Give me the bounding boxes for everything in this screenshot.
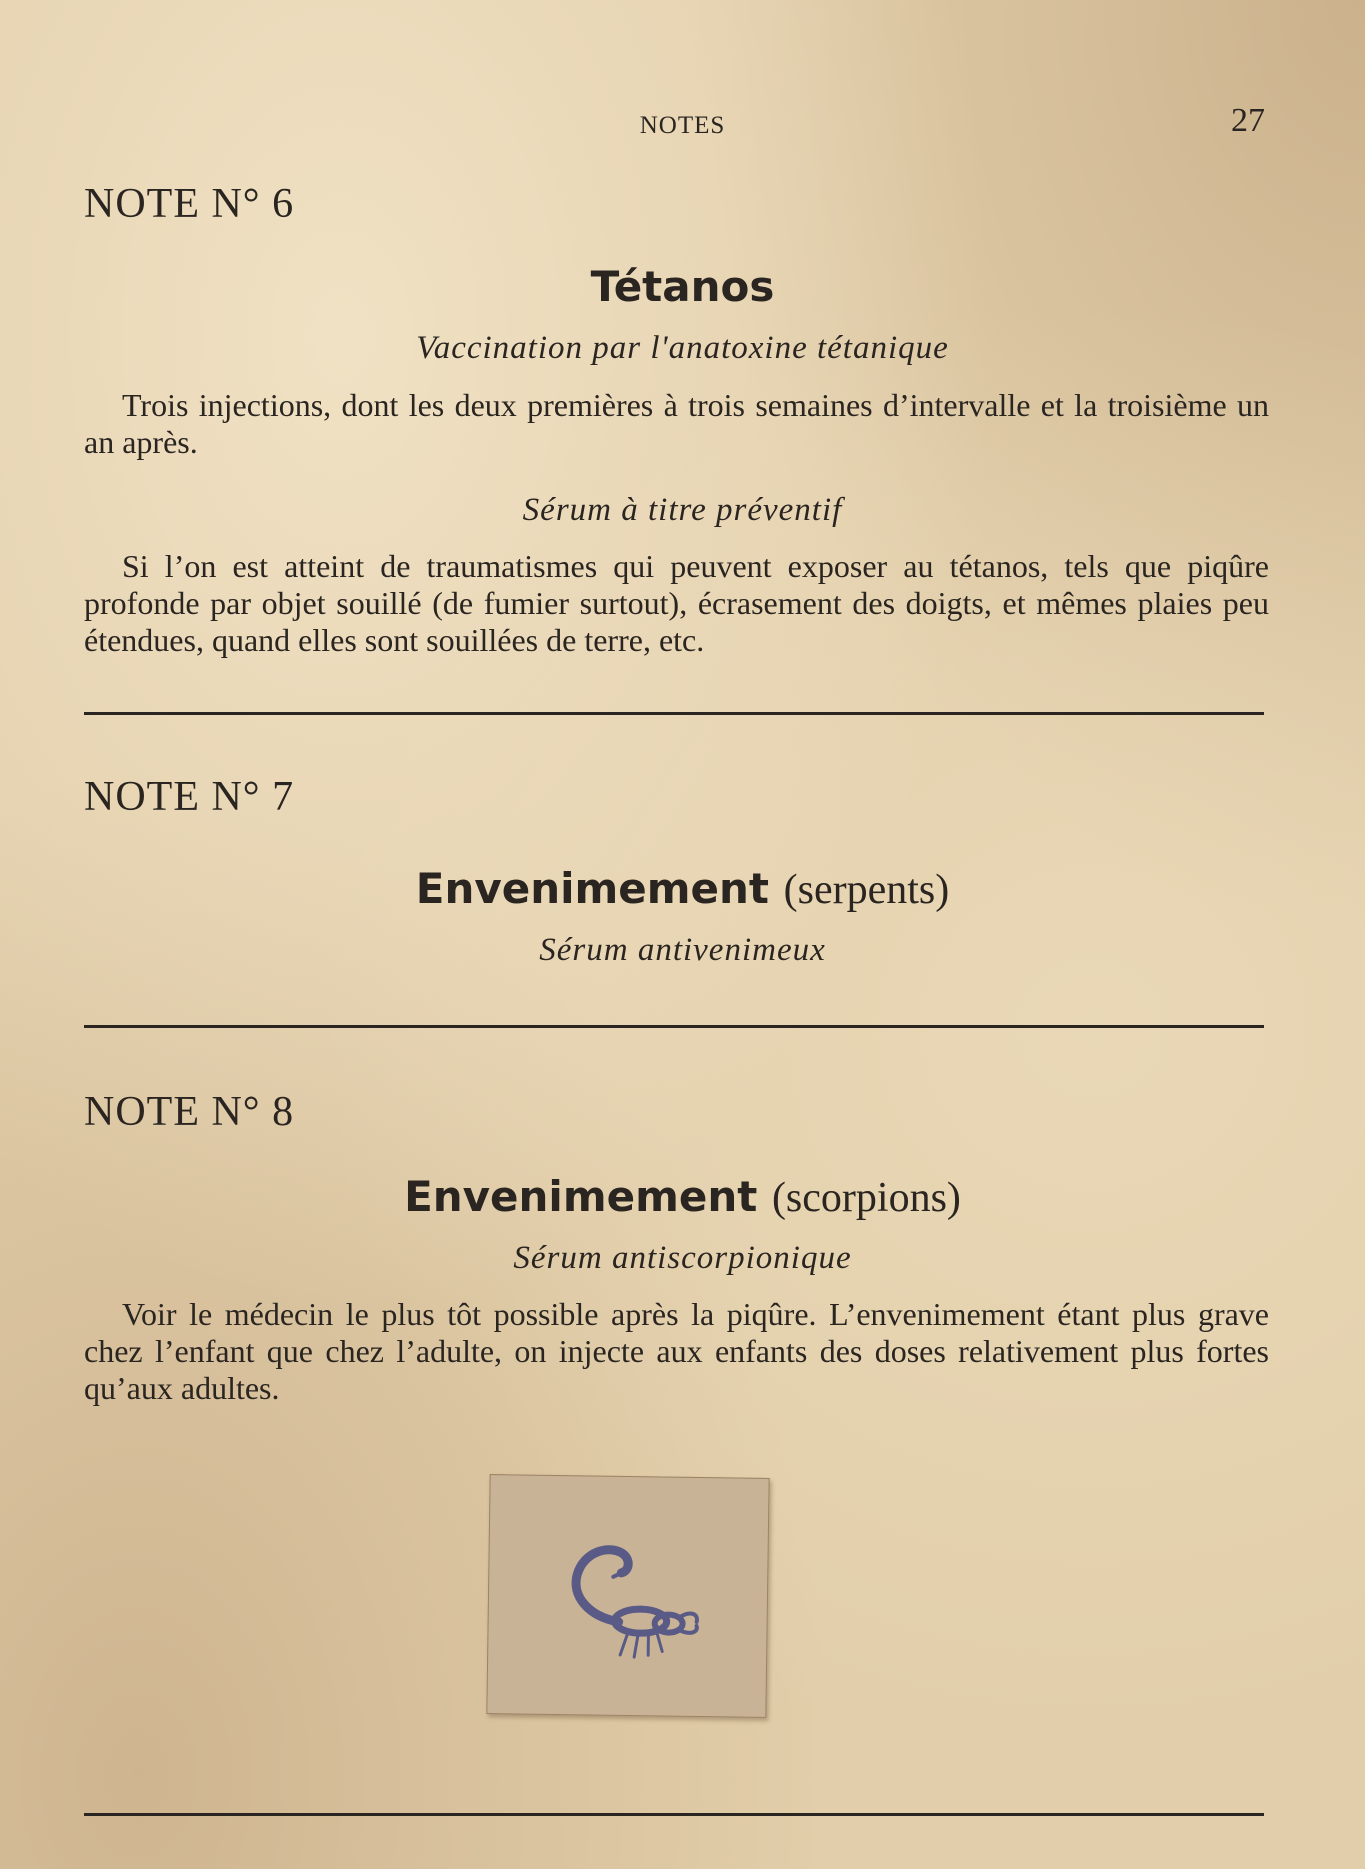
scorpion-icon <box>548 1516 710 1668</box>
divider <box>84 712 1264 715</box>
divider <box>84 1025 1264 1028</box>
scorpion-picture <box>486 1474 769 1718</box>
note-7-title <box>0 864 1365 914</box>
note-6-subtitle-vaccination: Vaccination par l'anatoxine tétanique <box>416 330 949 366</box>
page-number: 27 <box>1231 102 1265 139</box>
note-7-heading: NOTE N° 7 <box>84 774 295 820</box>
note-6-title: Tétanos <box>590 262 775 311</box>
note-6-paragraph-serum: Si l’on est atteint de traumatismes qui peuvent exposer au tétanos, tels que piqûre profonde par objet souillé (de fumier surtout), écrasement des doigts, et mêmes plaies peu étendues, quand elles sont souillées de terre, etc. <box>84 548 1269 658</box>
note-8-heading: NOTE N° 8 <box>84 1089 295 1135</box>
note-8-title <box>0 1172 1365 1222</box>
running-header: NOTES <box>639 112 726 139</box>
note-8-title-suffix: (scorpions) <box>771 1175 961 1221</box>
note-8-subtitle: Sérum antiscorpionique <box>513 1240 852 1276</box>
note-7-title-main: Envenimement <box>415 864 769 913</box>
note-8-paragraph: Voir le médecin le plus tôt possible après la piqûre. L’envenimement étant plus grave chez l’enfant que chez l’adulte, on injecte aux enfants des doses relativement plus fortes qu’aux adultes. <box>84 1296 1269 1406</box>
note-8-title-main: Envenimement <box>404 1172 758 1221</box>
note-7-subtitle: Sérum antivenimeux <box>539 932 826 968</box>
note-6-heading: NOTE N° 6 <box>84 181 295 227</box>
note-6-subtitle-serum: Sérum à titre préventif <box>522 492 843 528</box>
note-7-title-suffix: (serpents) <box>783 867 950 913</box>
divider <box>84 1813 1264 1816</box>
note-6-paragraph-vaccination: Trois injections, dont les deux premières à trois semaines d’intervalle et la troisième un an après. <box>84 387 1269 460</box>
